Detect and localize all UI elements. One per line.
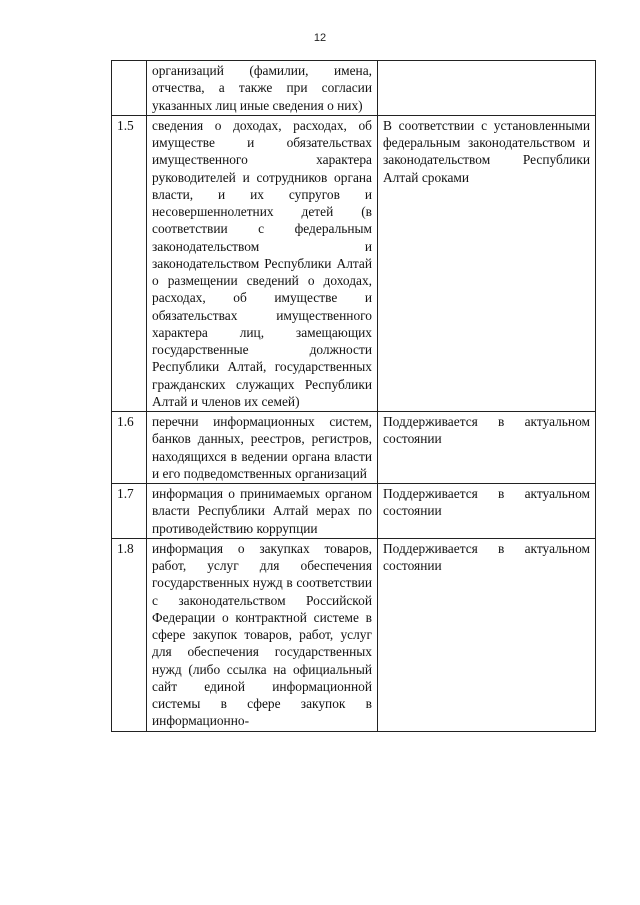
row-description: информация о закупках товаров, работ, услуг для обеспечения государственных нужд в соответствии с законодательством Российской Федерации о контрактной системе в сфере закупок товаров, работ, услуг для обеспечения государственных нужд (либо ссылка на официальный сайт единой информационной системы в сфере закупок в информационно- <box>147 538 378 731</box>
row-term: В соответствии с установленными федеральным законодательством и законодательством Республики Алтай сроками <box>378 115 596 411</box>
row-number: 1.7 <box>112 484 147 539</box>
table-row <box>112 61 596 116</box>
information-table <box>111 60 596 732</box>
row-description: информация о принимаемых органом власти Республики Алтай мерах по противодействию коррупции <box>147 484 378 539</box>
row-term: Поддерживается в актуальном состоянии <box>378 538 596 731</box>
page-number: 12 <box>313 32 327 44</box>
row-description: организаций (фамилии, имена, отчества, а также при согласии указанных лиц иные сведения о них) <box>147 61 378 116</box>
table-row <box>112 412 596 484</box>
row-number: 1.5 <box>112 115 147 411</box>
table-row <box>112 115 596 411</box>
table-row <box>112 538 596 731</box>
row-number <box>112 61 147 116</box>
row-description: сведения о доходах, расходах, об имуществе и обязательствах имущественного характера руководителей и сотрудников органа власти, и их супругов и несовершеннолетних детей (в соответствии с федеральным законодательством и законодательством Республики Алтай о размещении сведений о доходах, расходах, об имуществе и обязательствах имущественного характера лиц, замещающих государственные должности Республики Алтай, государственных гражданских служащих Республики Алтай и членов их семей) <box>147 115 378 411</box>
row-term: Поддерживается в актуальном состоянии <box>378 484 596 539</box>
row-description: перечни информационных систем, банков данных, реестров, регистров, находящихся в ведении органа власти и его подведомственных организаций <box>147 412 378 484</box>
row-term: Поддерживается в актуальном состоянии <box>378 412 596 484</box>
row-number: 1.6 <box>112 412 147 484</box>
row-number: 1.8 <box>112 538 147 731</box>
table-row <box>112 484 596 539</box>
row-term <box>378 61 596 116</box>
